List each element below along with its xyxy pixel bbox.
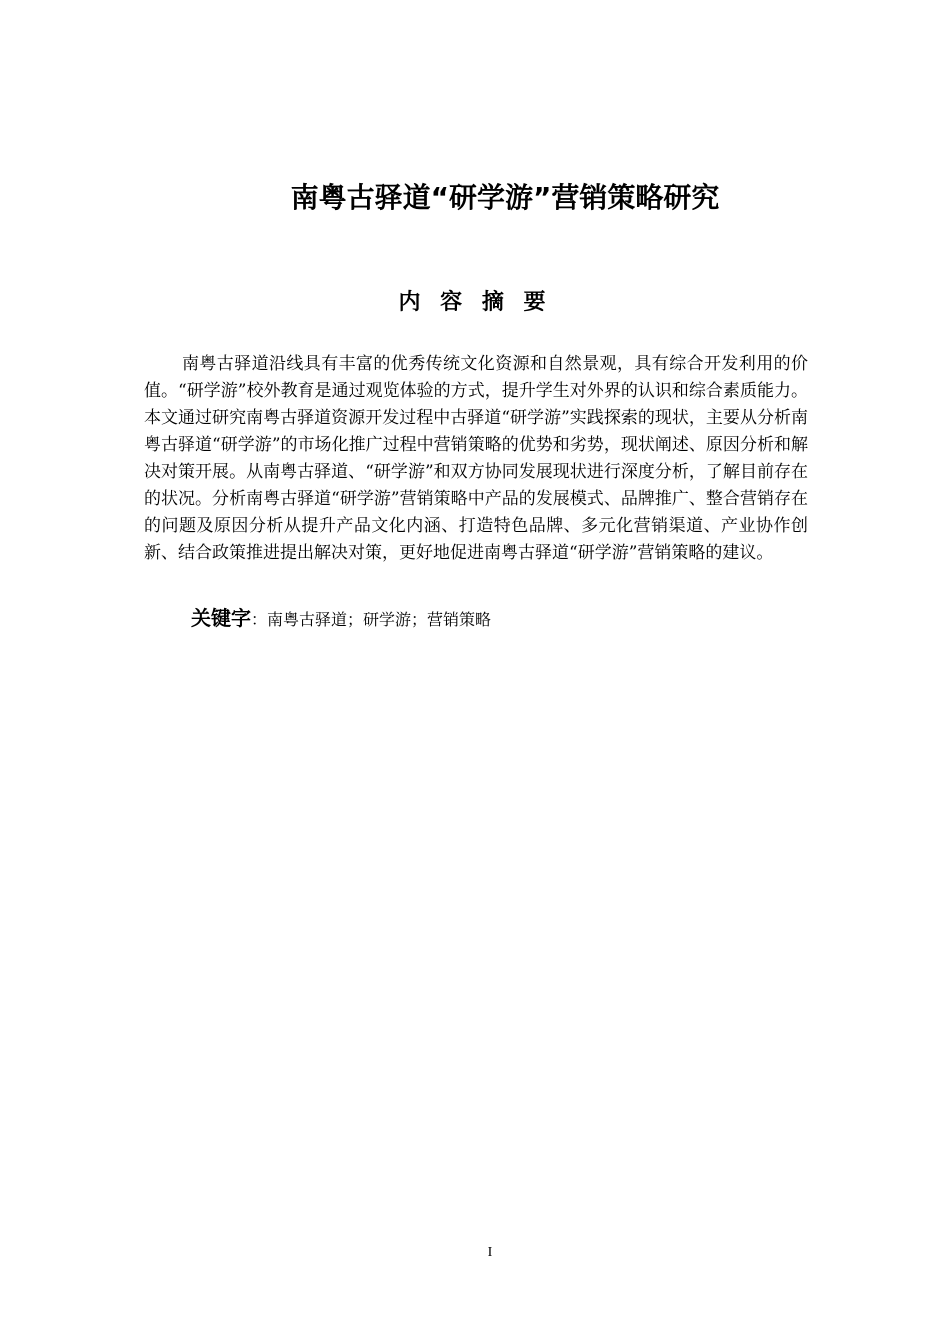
document-title: 南粤古驿道“研学游”营销策略研究 — [290, 181, 720, 214]
page-number: I — [487, 1245, 493, 1260]
abstract-heading: 内 容 摘 要 — [398, 290, 552, 315]
keywords-line — [191, 603, 491, 636]
keywords-values: 南粤古驿道；研学游；营销策略 — [267, 610, 492, 629]
abstract-body: 南粤古驿道沿线具有丰富的优秀传统文化资源和自然景观，具有综合开发利用的价值。“研学游”校外教育是通过观览体验的方式，提升学生对外界的认识和综合素质能力。本文通过研究南粤古驿道资源开发过程中古驿道“研学游”实践探索的现状，主要从分析南粤古驿道“研学游”的市场化推广过程中营销策略的优势和劣势，现状阐述、原因分析和解决对策开展。从南粤古驿道、“研学游”和双方协同发展现状进行深度分析，了解目前存在的状况。分析南粤古驿道“研学游”营销策略中产品的发展模式、品牌推广、整合营销存在的问题及原因分析从提升产品文化内涵、打造特色品牌、多元化营销渠道、产业协作创新、结合政策推进提出解决对策，更好地促进南粤古驿道“研学游”营销策略的建议。 — [144, 354, 808, 563]
keywords-label: 关键字 — [191, 606, 251, 630]
keywords-separator: ： — [251, 610, 268, 629]
